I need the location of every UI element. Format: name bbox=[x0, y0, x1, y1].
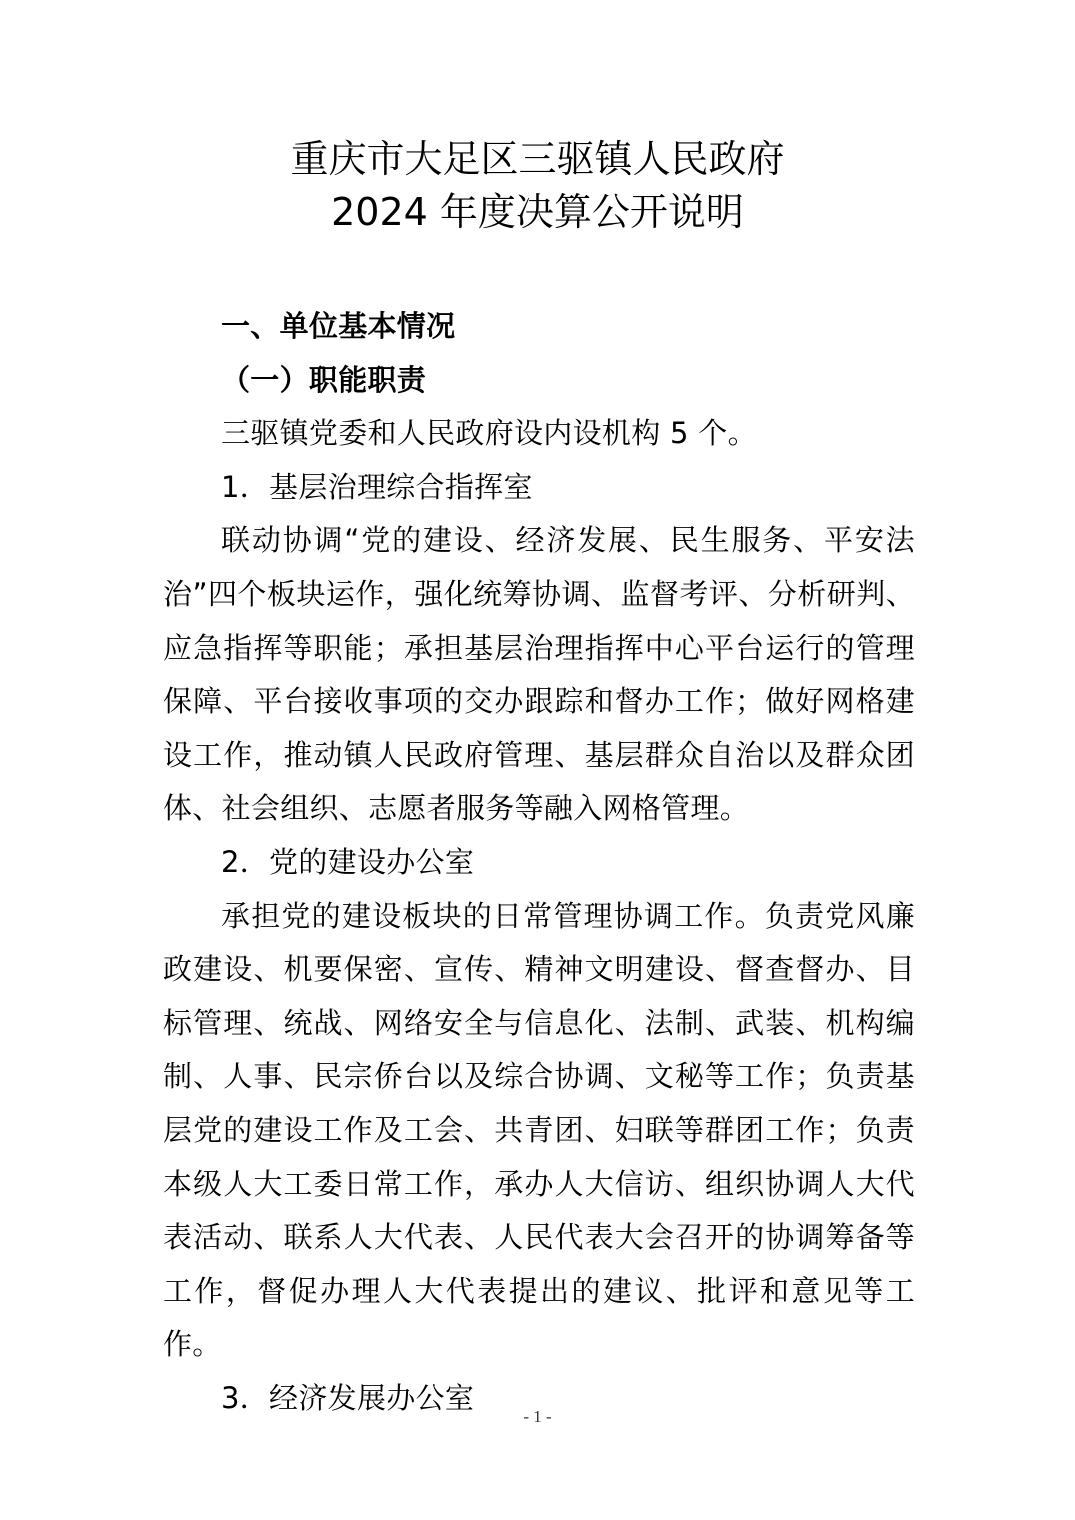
section-heading-2: （一）职能职责 bbox=[221, 362, 427, 397]
title-line-2: 2024 年度决算公开说明 bbox=[331, 190, 744, 234]
item-1-body: 联动协调“党的建设、经济发展、民生服务、平安法治”四个板块运作，强化统筹协调、监督考评、分析研判、应急指挥等职能；承担基层治理指挥中心平台运行的管理保障、平台接收事项的交办跟踪和督办工作；做好网格建设工作，推动镇人民政府管理、基层群众自治以及群众团体、社会组织、志愿者服务等融入网格管理。 bbox=[163, 523, 915, 826]
document-title bbox=[0, 133, 1075, 239]
item-3-title: 3．经济发展办公室 bbox=[221, 1380, 475, 1415]
intro-paragraph: 三驱镇党委和人民政府设内设机构 5 个。 bbox=[221, 416, 757, 451]
page-number: - 1 - bbox=[523, 1407, 552, 1426]
section-heading-1: 一、单位基本情况 bbox=[221, 309, 456, 343]
item-2-body: 承担党的建设板块的日常管理协调工作。负责党风廉政建设、机要保密、宣传、精神文明建设、督查督办、目标管理、统战、网络安全与信息化、法制、武装、机构编制、人事、民宗侨台以及综合协调、文秘等工作；负责基层党的建设工作及工会、共青团、妇联等群团工作；负责本级人大工委日常工作，承办人大信访、组织协调人大代表活动、联系人大代表、人民代表大会召开的协调筹备等工作，督促办理人大代表提出的建议、批评和意见等工作。 bbox=[163, 898, 915, 1362]
item-2-title: 2．党的建设办公室 bbox=[221, 844, 475, 879]
title-line-1: 重庆市大足区三驱镇人民政府 bbox=[290, 137, 785, 181]
item-1-title: 1．基层治理综合指挥室 bbox=[221, 469, 533, 504]
document-body bbox=[163, 300, 915, 1425]
